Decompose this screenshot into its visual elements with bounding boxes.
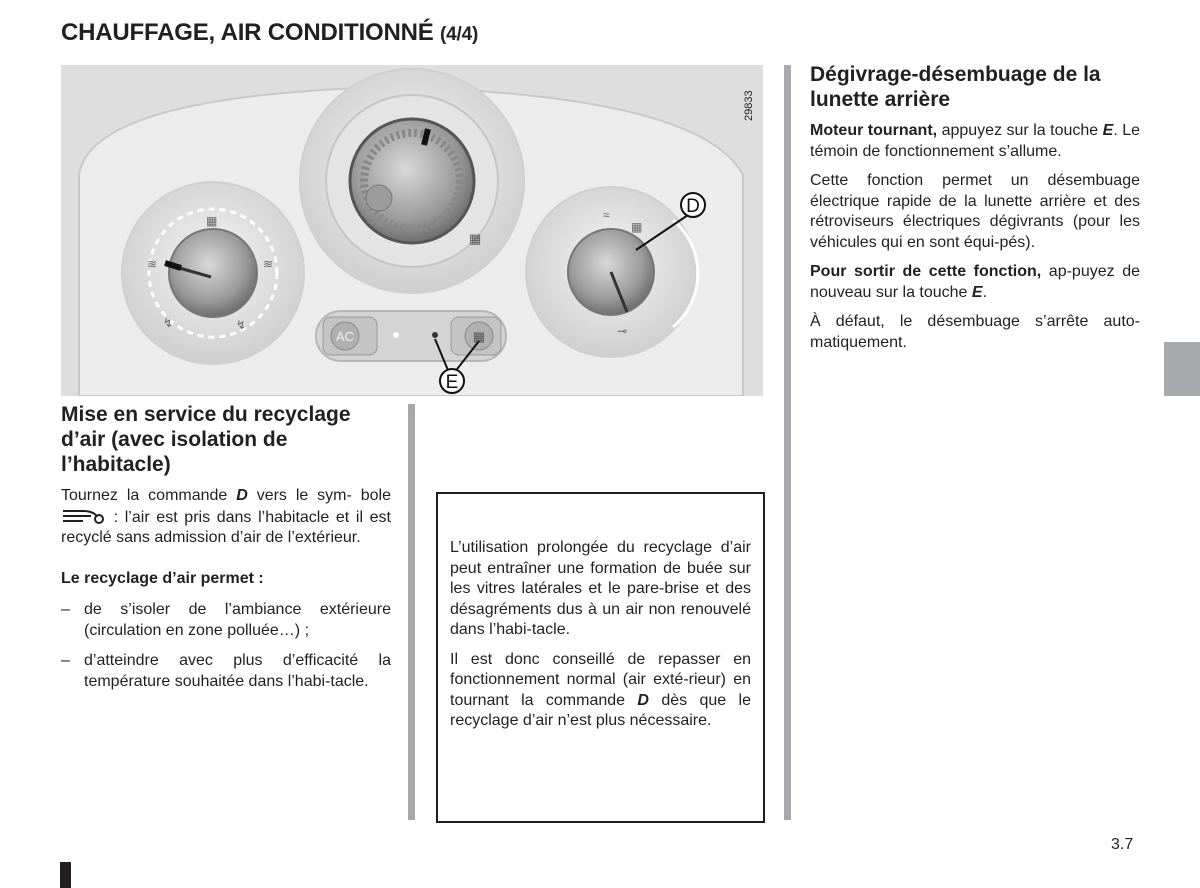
callout-e-label: E <box>445 372 459 393</box>
feet-icon: ↯ <box>236 318 247 332</box>
note-text-b: dès que le recyclage d’air n’est plus nécessaire. <box>450 691 751 729</box>
note-text-a: Il est donc conseillé de repasser en fonctionnement normal (air exté-rieur) en tournant la commande <box>450 650 751 709</box>
temp-knob-marker <box>424 129 428 145</box>
floor-icon: ↯ <box>163 316 174 330</box>
ac-button-label: AC <box>335 329 355 344</box>
p1-lead: Moteur tournant, <box>810 122 938 139</box>
vent-icon-left: ≋ <box>147 257 158 271</box>
p3-text-a: ap-puyez de nouveau sur la touche <box>810 263 1140 301</box>
fan-knob[interactable] <box>169 229 257 317</box>
recirc-icon-center <box>366 185 392 211</box>
bullet-dash: – <box>61 652 70 669</box>
left-column <box>61 402 391 702</box>
column-rule-right <box>784 65 791 820</box>
list-item-text: de s’isoler de l’ambiance extérieure (circulation en zone polluée…) ; <box>84 601 391 639</box>
list-item-text: d’atteindre avec plus d’efficacité la température souhaitée dans l’habi-tacle. <box>84 652 391 690</box>
defrost-icon-right: ▦ <box>631 220 643 234</box>
chapter-side-tab <box>1164 342 1200 396</box>
rear-defrost-icon-center: ▦ <box>469 231 482 246</box>
crop-mark <box>60 862 71 888</box>
defrost-icon: ▦ <box>206 214 218 228</box>
intro-text-2: vers le sym- <box>256 487 352 504</box>
list-item <box>61 651 391 692</box>
page-number: 3.7 <box>1111 836 1134 853</box>
temp-knob[interactable] <box>350 119 474 243</box>
recirculation-subheading: Le recyclage d’air permet : <box>61 569 264 587</box>
list-item <box>61 600 391 641</box>
page-title-part: (4/4) <box>440 24 479 45</box>
rear-defrost-paragraph-4: À défaut, le désembuage s’arrête auto-matiquement. <box>810 313 1140 351</box>
figure-ref-number: 29833 <box>743 90 755 121</box>
vent-icon-right: ≋ <box>263 257 274 271</box>
recirculation-benefits-list <box>61 600 391 692</box>
callout-d-label: D <box>686 196 700 217</box>
recirc-off-icon: ≈ <box>603 208 610 222</box>
control-panel-illustration <box>61 65 763 396</box>
note-key-d: D <box>637 691 649 709</box>
p1-key-e: E <box>1102 122 1114 139</box>
p1-text-b: . Le témoin de fonctionnement s’allume. <box>810 122 1141 160</box>
intro-key-d: D <box>236 487 248 504</box>
note-paragraph-2 <box>450 650 751 732</box>
page-title-text: CHAUFFAGE, AIR CONDITIONNÉ <box>61 19 434 46</box>
ac-indicator <box>393 332 399 338</box>
note-paragraph-1: L’utilisation prolongée du recyclage d’air peut entraîner une formation de buée sur les vitres latérales et le pare-brise et des désagréments dus à un air non renouvelé dans l’habi-tacle. <box>450 539 751 638</box>
recirculation-intro <box>61 486 391 549</box>
page-title <box>61 19 478 47</box>
column-rule-left <box>408 404 415 820</box>
p3-text-b: . <box>982 283 988 301</box>
recirculation-icon: ⊸ <box>617 324 628 338</box>
control-panel-figure <box>61 65 763 396</box>
intro-text-3: bole <box>360 487 391 504</box>
rear-defrost-indicator <box>432 332 438 338</box>
rear-defrost-paragraph-3 <box>810 262 1140 303</box>
recirculation-symbol-icon <box>61 507 107 525</box>
rear-defrost-paragraph-1 <box>810 121 1140 162</box>
right-column <box>810 62 1140 362</box>
rear-defrost-icon: ▦ <box>472 329 486 344</box>
rear-defrost-heading: Dégivrage-désembuage de la lunette arrière <box>810 63 1101 111</box>
intro-text-4: : l’air est pris dans l’habitacle et il est recyclé sans admission d’air de l’extérieur. <box>61 508 391 546</box>
rear-defrost-paragraph-2: Cette fonction permet un désembuage électrique rapide de la lunette arrière et des rétroviseurs électriques dégivrants (pour les véhicules qui en sont équi-pés). <box>810 172 1140 251</box>
p3-key-e: E <box>971 283 983 301</box>
p1-text-a: appuyez sur la touche <box>941 122 1099 139</box>
p3-lead: Pour sortir de cette fonction, <box>810 263 1042 280</box>
intro-text-1: Tournez la commande <box>61 487 228 504</box>
warning-note-box <box>436 492 765 823</box>
recirculation-heading: Mise en service du recyclage d’air (avec isolation de l’habitacle) <box>61 403 351 476</box>
bullet-dash: – <box>61 601 70 618</box>
